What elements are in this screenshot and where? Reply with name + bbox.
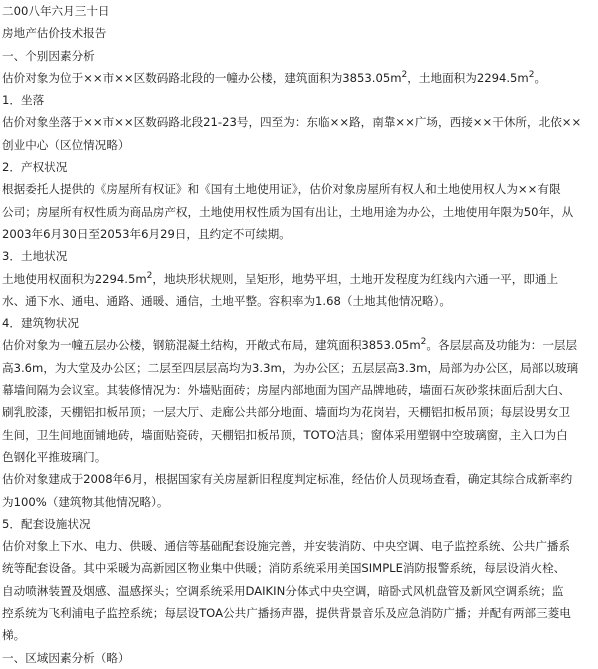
intro-paragraph [2,67,596,89]
building-text-a: 估价对象为一幢五层办公楼，钢筋混凝土结构，开敞式布局，建筑面积3853.05m [2,338,421,353]
building-line [2,334,596,356]
facilities-line: 控系统为飞利浦电子监控系统；每层设TOA公共广播扬声器，提供背景音乐及应急消防广播；并配有两部三菱电 [2,606,571,621]
building-text-b: 。各层层高及功能为：一层层 [426,338,578,353]
building-age-line: 估价对象建成于2008年6月，根据国家有关房屋新旧程度判定标准，经估价人员现场查看，确定其综合成新率约 [2,472,573,487]
building-line: 色钢化平推玻璃门。 [2,449,107,464]
land-text-b: ，地块形状规则，呈矩形，地势平坦，土地开发程度为红线内六通一平，即通上 [152,271,559,286]
subheading-property-rights: 2．产权状况 [2,160,68,175]
intro-text-b: ，土地面积为2294.5m [407,70,529,85]
area-superscript: 2 [146,270,153,281]
intro-text-a: 估价对象为位于××市××区数码路北段的一幢办公楼，建筑面积为3853.05m [2,70,402,85]
report-date: 二00八年六月三十日 [2,4,110,18]
location-line: 创业中心（区位情况略） [2,137,130,152]
facilities-line: 自动喷淋装置及烟感、温感探头；空调系统采用DAIKIN分体式中央空调，暗卧式风机盘管及新风空调系统；监 [2,583,564,598]
building-line: 生间，卫生间地面铺地砖，墙面贴瓷砖，天棚铝扣板吊顶，TOTO洁具；窗体采用塑钢中空玻璃窗，主入口为白 [2,427,568,442]
property-rights-line: 公司；房屋所有权性质为商品房产权，土地使用权性质为国有出让，土地用途为办公，土地使用年限为50年，从 [2,204,574,219]
location-line: 估价对象坐落于××市××区数码路北段21-23号，四至为：东临××路，南靠××广场，西接××干休所，北依×× [2,115,582,130]
subheading-location: 1．坐落 [2,93,45,108]
land-text-a: 土地使用权面积为2294.5m [2,271,147,286]
subheading-building: 4．建筑物状况 [2,316,79,331]
intro-text-c: 。 [534,70,547,85]
facilities-line: 估价对象上下水、电力、供暖、通信等基础配套设施完善，并安装消防、中央空调、电子监控系统、公共广播系 [2,539,571,554]
subheading-facilities: 5．配套设施状况 [2,516,91,531]
area-superscript: 2 [420,337,427,348]
building-line: 高3.6m，为大堂及办公区；二层至四层层高均为3.3m，为办公区；五层层高3.3m，局部为办公区，局部以玻璃 [2,360,579,375]
section-heading-regional-factors: 一、区域因素分析（略） [2,650,130,665]
facilities-line: 梯。 [2,628,26,643]
facilities-line: 统等配套设备。其中采暖为高新园区物业集中供暖；消防系统采用美国SIMPLE消防报警系统，每层设消火栓、 [2,561,566,576]
property-rights-line: 根据委托人提供的《房屋所有权证》和《国有土地使用证》，估价对象房屋所有权人和土地使用权人为××有限 [2,182,561,197]
area-superscript: 2 [401,69,408,80]
land-line: 水、通下水、通电、通路、通暖、通信，土地平整。容积率为1.68（土地其他情况略）。 [2,293,451,308]
land-line [2,268,596,290]
area-superscript: 2 [528,69,535,80]
building-line: 幕墙间隔为会议室。其装修情况为：外墙贴面砖；房屋内部地面为国产品牌地砖，墙面石灰砂浆抹面后刮大白、 [2,383,571,398]
report-title: 房地产估价技术报告 [2,26,107,41]
building-age-line: 为100%（建筑物其他情况略）。 [2,494,169,509]
subheading-land: 3．土地状况 [2,249,68,264]
building-line: 刷乳胶漆，天棚铝扣板吊顶；一层大厅、走廊公共部分地面、墙面均为花岗岩，天棚铝扣板吊顶；每层设男女卫 [2,405,571,420]
property-rights-line: 2003年6月30日至2053年6月29日，且约定不可续期。 [2,226,291,241]
section-heading-individual-factors: 一、个别因素分析 [2,48,95,63]
